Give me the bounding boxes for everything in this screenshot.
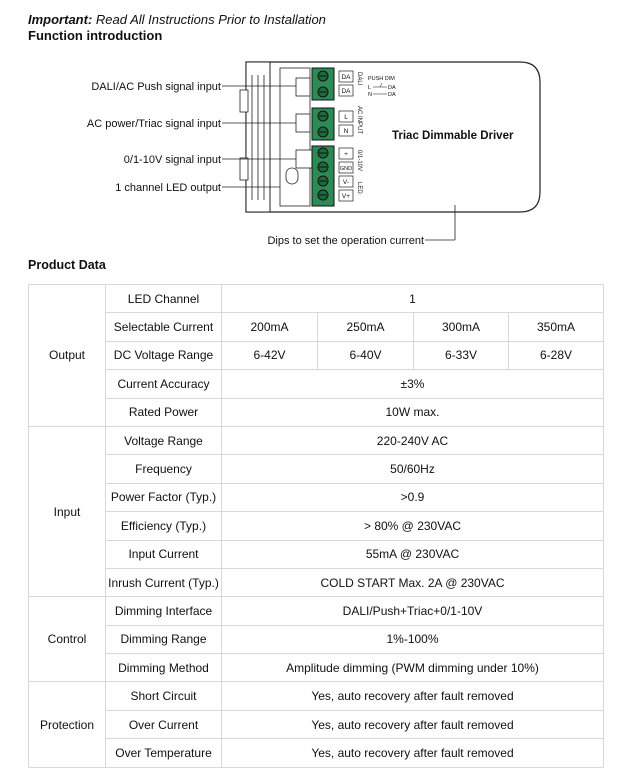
callout-dali-push: DALI/AC Push signal input [91, 81, 221, 93]
terminal-blocks [312, 68, 334, 206]
table-row [29, 426, 604, 454]
group-output: Output [29, 285, 106, 427]
row-label: Over Current [106, 710, 222, 738]
terminal-label-l: L [344, 114, 348, 121]
important-label: Important: [28, 12, 93, 27]
terminal-label-gnd: GND [339, 166, 353, 172]
callout-led-output: 1 channel LED output [115, 182, 221, 194]
group-input: Input [29, 426, 106, 596]
row-value: 1%-100% [222, 625, 604, 653]
row-label: Dimming Range [106, 625, 222, 653]
row-label: Rated Power [106, 398, 222, 426]
row-value: 220-240V AC [222, 426, 604, 454]
product-data-heading: Product Data [28, 258, 106, 272]
row-value: COLD START Max. 2A @ 230VAC [222, 568, 604, 596]
vertical-label-led: LED [356, 182, 362, 194]
table-row [29, 512, 604, 540]
terminal-label-vminus: V- [342, 179, 350, 186]
row-value: 6-28V [509, 341, 604, 369]
terminal-label-da1: DA [341, 74, 351, 81]
terminal-label-da2: DA [341, 88, 351, 95]
row-value: 55mA @ 230VAC [222, 540, 604, 568]
row-value: >0.9 [222, 483, 604, 511]
row-value: 50/60Hz [222, 455, 604, 483]
row-label: Dimming Interface [106, 597, 222, 625]
row-value: 350mA [509, 313, 604, 341]
row-label: Selectable Current [106, 313, 222, 341]
row-label: Dimming Method [106, 654, 222, 682]
callout-dips: Dips to set the operation current [267, 235, 424, 247]
row-label: Voltage Range [106, 426, 222, 454]
table-row [29, 313, 604, 341]
row-value: 250mA [318, 313, 414, 341]
row-value: Yes, auto recovery after fault removed [222, 682, 604, 710]
row-value: Amplitude dimming (PWM dimming under 10%) [222, 654, 604, 682]
callout-ac-power: AC power/Triac signal input [86, 118, 221, 130]
push-dim-title: PUSH DIM [368, 76, 395, 82]
table-row [29, 285, 604, 313]
push-dim-da1: DA [388, 85, 396, 91]
row-label: Current Accuracy [106, 370, 222, 398]
table-row [29, 370, 604, 398]
row-value: Yes, auto recovery after fault removed [222, 739, 604, 767]
callout-010v: 0/1-10V signal input [123, 154, 221, 166]
row-label: DC Voltage Range [106, 341, 222, 369]
row-value: 300mA [414, 313, 509, 341]
row-value: Yes, auto recovery after fault removed [222, 710, 604, 738]
row-label: Power Factor (Typ.) [106, 483, 222, 511]
row-value: DALI/Push+Triac+0/1-10V [222, 597, 604, 625]
row-value: 1 [222, 285, 604, 313]
row-value: ±3% [222, 370, 604, 398]
row-value: 6-40V [318, 341, 414, 369]
product-data-table [28, 284, 604, 768]
important-text: Read All Instructions Prior to Installation [92, 12, 326, 27]
table-row [29, 398, 604, 426]
row-value: 6-42V [222, 341, 318, 369]
terminal-label-plus: + [344, 151, 348, 158]
row-value: 10W max. [222, 398, 604, 426]
row-value: > 80% @ 230VAC [222, 512, 604, 540]
vertical-label-010v: 0/1-10V [356, 150, 362, 172]
row-label: Efficiency (Typ.) [106, 512, 222, 540]
terminal-label-vplus: V+ [341, 193, 351, 200]
row-label: Input Current [106, 540, 222, 568]
row-label: LED Channel [106, 285, 222, 313]
vertical-label-dali: DALI [356, 72, 362, 86]
table-row [29, 597, 604, 625]
table-row [29, 739, 604, 767]
push-dim-da2: DA [388, 92, 396, 98]
table-row [29, 341, 604, 369]
terminal-label-n: N [343, 128, 349, 135]
table-row [29, 540, 604, 568]
row-label: Frequency [106, 455, 222, 483]
important-note [28, 12, 326, 27]
table-row [29, 568, 604, 596]
push-dim-n: N [368, 92, 372, 98]
row-value: 200mA [222, 313, 318, 341]
function-intro-heading: Function introduction [28, 28, 163, 43]
group-control: Control [29, 597, 106, 682]
table-row [29, 455, 604, 483]
push-dim-l: L [368, 85, 372, 91]
table-row [29, 654, 604, 682]
table-row [29, 710, 604, 738]
row-value: 6-33V [414, 341, 509, 369]
wiring-diagram [0, 50, 630, 260]
row-label: Inrush Current (Typ.) [106, 568, 222, 596]
group-protection: Protection [29, 682, 106, 767]
row-label: Over Temperature [106, 739, 222, 767]
device-title: Triac Dimmable Driver [392, 130, 514, 142]
table-row [29, 625, 604, 653]
vertical-label-acinput: AC INPUT [356, 106, 362, 135]
row-label: Short Circuit [106, 682, 222, 710]
table-row [29, 682, 604, 710]
table-row [29, 483, 604, 511]
